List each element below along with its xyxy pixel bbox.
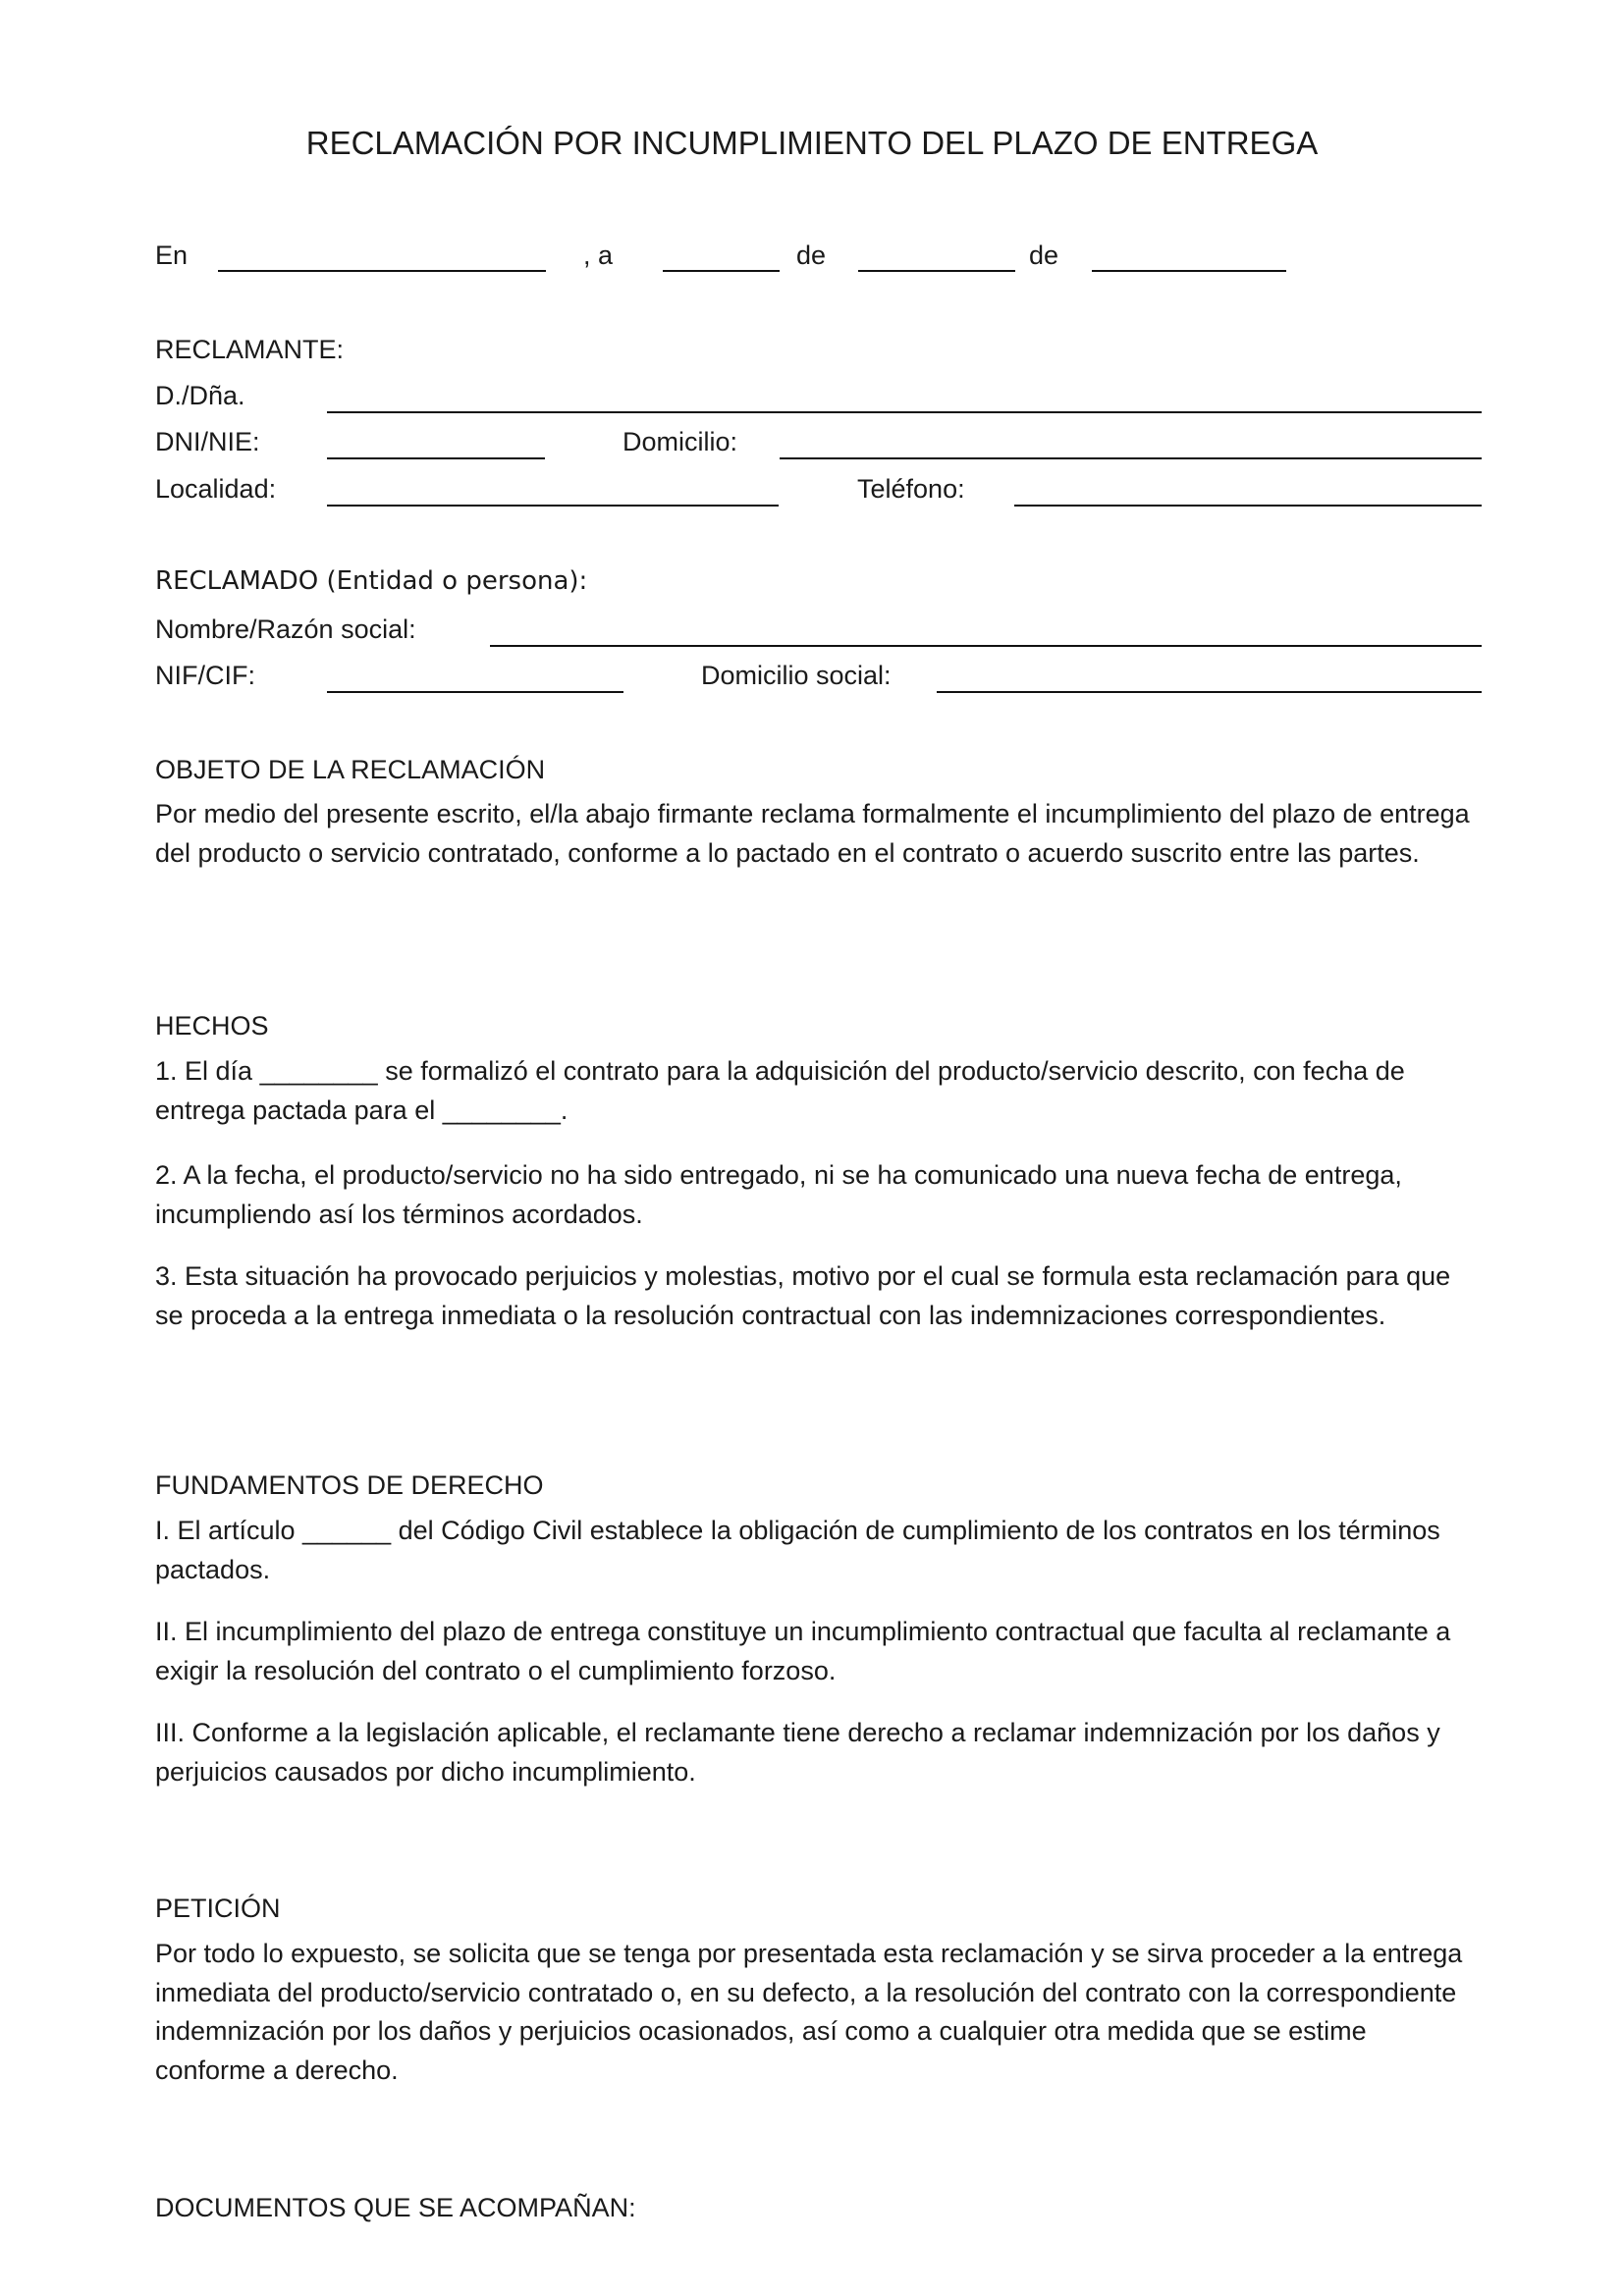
reclamante-heading: RECLAMANTE: — [155, 335, 345, 364]
objeto-text: Por medio del presente escrito, el/la abajo firmante reclama formalmente el incumplimiento del plazo de entrega del producto o servicio contratado, conforme a lo pactado en el contrato o acuerdo suscrito entre las partes. — [155, 799, 1470, 868]
nif-label: NIF/CIF: — [155, 661, 255, 690]
telefono-label: Teléfono: — [857, 474, 965, 504]
year-field-line[interactable] — [1092, 270, 1286, 272]
nombre-label: Nombre/Razón social: — [155, 614, 416, 644]
localidad-field-line[interactable] — [327, 505, 779, 507]
peticion-heading: PETICIÓN — [155, 1894, 281, 1923]
localidad-label: Localidad: — [155, 474, 277, 504]
domicilio-social-field-line[interactable] — [937, 691, 1482, 693]
domicilio-field-line[interactable] — [780, 457, 1482, 459]
documentos-heading: DOCUMENTOS QUE SE ACOMPAÑAN: — [155, 2193, 636, 2222]
domicilio-label: Domicilio: — [623, 427, 738, 456]
dni-label: DNI/NIE: — [155, 427, 260, 456]
day-field-line[interactable] — [663, 270, 780, 272]
dni-field-line[interactable] — [327, 457, 545, 459]
domicilio-social-label: Domicilio social: — [701, 661, 892, 690]
document-title: RECLAMACIÓN POR INCUMPLIMIENTO DEL PLAZO DE ENTREGA — [305, 125, 1319, 161]
fundamentos-item-3: III. Conforme a la legislación aplicable, el reclamante tiene derecho a reclamar indemnización por los daños y perjuicios causados por dicho incumplimiento. — [155, 1718, 1440, 1787]
dona-label: D./Dña. — [155, 381, 245, 410]
city-field-line[interactable] — [218, 270, 546, 272]
hechos-item-3: 3. Esta situación ha provocado perjuicios y molestias, motivo por el cual se formula esta reclamación para que se proceda a la entrega inmediata o la resolución contractual con las indemnizaciones correspondientes. — [155, 1261, 1451, 1330]
hechos-item-1: 1. El día ________ se formalizó el contrato para la adquisición del producto/servicio descrito, con fecha de entrega pactada para el ________. — [155, 1056, 1405, 1125]
date-a-label: , a — [583, 240, 614, 270]
telefono-field-line[interactable] — [1014, 505, 1482, 507]
fundamentos-item-1: I. El artículo ______ del Código Civil establece la obligación de cumplimiento de los contratos en los términos pactados. — [155, 1516, 1440, 1584]
date-de1-label: de — [796, 240, 827, 270]
fundamentos-heading: FUNDAMENTOS DE DERECHO — [155, 1470, 544, 1500]
objeto-heading: OBJETO DE LA RECLAMACIÓN — [155, 755, 546, 784]
date-en-label: En — [155, 240, 189, 270]
dona-field-line[interactable] — [327, 411, 1482, 413]
fundamentos-item-2: II. El incumplimiento del plazo de entrega constituye un incumplimiento contractual que faculta al reclamante a exigir la resolución del contrato o el cumplimiento forzoso. — [155, 1617, 1451, 1685]
month-field-line[interactable] — [858, 270, 1015, 272]
reclamado-heading: RECLAMADO (Entidad o persona): — [155, 566, 588, 596]
nombre-field-line[interactable] — [490, 645, 1482, 647]
date-de2-label: de — [1029, 240, 1059, 270]
hechos-heading: HECHOS — [155, 1011, 269, 1041]
hechos-item-2: 2. A la fecha, el producto/servicio no ha sido entregado, ni se ha comunicado una nueva fecha de entrega, incumpliendo así los términos acordados. — [155, 1160, 1402, 1229]
nif-field-line[interactable] — [327, 691, 623, 693]
peticion-text: Por todo lo expuesto, se solicita que se tenga por presentada esta reclamación y se sirva proceder a la entrega inmediata del producto/servicio contratado o, en su defecto, a la resolución del contrato con la correspondiente indemnización por los daños y perjuicios ocasionados, así como a cualquier otra medida que se estime conforme a derecho. — [155, 1939, 1463, 2085]
